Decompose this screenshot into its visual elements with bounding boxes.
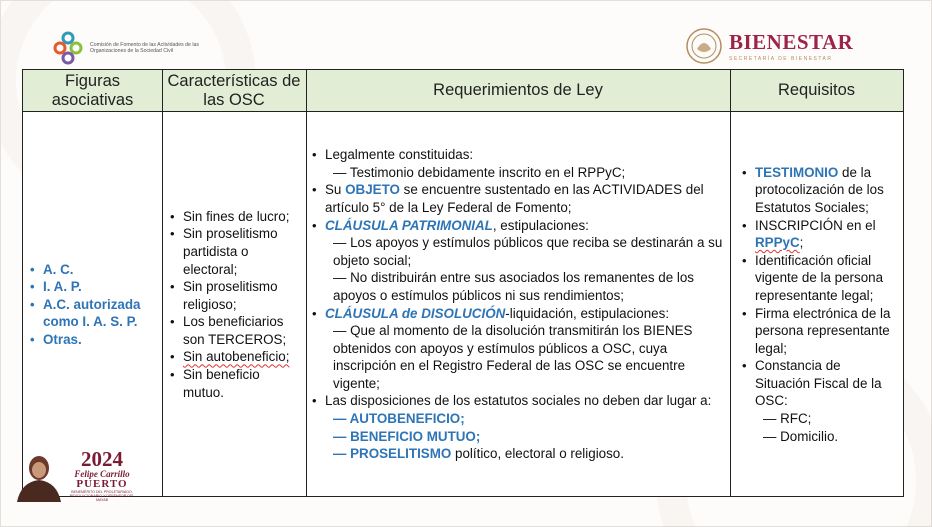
req-testimonio: — Testimonio debidamente inscrito en el RPPyC; — [333, 164, 626, 180]
req-rppyc-key: RPPyC — [755, 235, 800, 251]
list-item: • Sin proselitismo religioso; — [169, 278, 300, 313]
requerimientos-list — [311, 146, 728, 463]
sin-autobeneficio-text: Sin autobeneficio; — [183, 349, 290, 365]
header-figuras: Figuras asociativas — [23, 70, 162, 112]
list-item: • Sin proselitismo partidista o electoral; — [169, 225, 300, 278]
req-autobeneficio: — AUTOBENEFICIO; — [333, 411, 465, 427]
fcp-year: 2024 — [81, 447, 123, 471]
header-requerimientos: Requerimientos de Ley — [306, 70, 730, 112]
req-text: , estipulaciones: — [492, 217, 589, 233]
req-text: Su — [325, 182, 346, 198]
list-item — [169, 348, 300, 366]
conafo-mark-icon — [51, 31, 85, 65]
fcp-text — [69, 449, 135, 502]
req-constancia: • Constancia de Situación Fiscal de la OSC: — [755, 358, 882, 409]
list-item: • Sin fines de lucro; — [169, 208, 300, 226]
req-disolucion-key: CLÁUSULA de DISOLUCIÓN — [325, 305, 506, 321]
caracteristicas-cell — [163, 113, 306, 496]
fcp-name: Felipe Carrillo — [74, 469, 130, 479]
list-item: • A. C. — [29, 261, 156, 279]
header-requisitos: Requisitos — [730, 70, 903, 112]
req-text: ; — [799, 235, 804, 251]
req-text: -liquidación, estipulaciones: — [505, 305, 670, 321]
list-item — [741, 357, 897, 445]
requisitos-cell — [731, 113, 903, 496]
req-disolucion-d1: — Que al momento de la disolución transmitirán los BIENES obtenidos con apoyos y estímulos públicos a OSC, cuya inscripción en el Registro Federal de las OSC se encuentre vigente; — [333, 323, 693, 391]
req-text: se encuentre sustentado en las ACTIVIDADES del artículo 5° de la Ley Federal de Fomento; — [325, 182, 704, 215]
list-item: • A.C. autorizada como I. A. S. P. — [29, 296, 156, 331]
req-constituidas: • Legalmente constituidas: — [325, 147, 474, 163]
req-patrimonial-d1: — Los apoyos y estímulos públicos que reciba se destinarán a su objeto social; — [333, 235, 723, 268]
req-beneficio-mutuo: — BENEFICIO MUTUO; — [333, 428, 481, 444]
bienestar-subtitle: SECRETARÍA DE BIENESTAR — [729, 56, 833, 62]
bienestar-title: BIENESTAR — [729, 30, 854, 54]
list-item: • Otras. — [29, 331, 156, 349]
list-item: • Los beneficiarios son TERCEROS; — [169, 313, 300, 348]
list-item — [311, 146, 728, 181]
fcp-puerto: PUERTO — [76, 478, 128, 490]
req-testimonio-key: TESTIMONIO — [755, 164, 839, 180]
fcp-subtitle: BENEMÉRITO DEL PROLETARIADO, REVOLUCIONARIO Y DEFENSOR DEL MAYAB — [69, 490, 135, 502]
list-item: • Firma electrónica de la persona representante legal; — [741, 305, 897, 358]
list-item — [311, 392, 728, 462]
list-item: • I. A. P. — [29, 278, 156, 296]
requerimientos-cell — [307, 113, 730, 496]
requisitos-list — [741, 164, 897, 446]
portrait-icon — [13, 450, 65, 502]
req-domicilio: — Domicilio. — [763, 428, 839, 444]
req-rfc: — RFC; — [763, 411, 812, 427]
req-proselitismo-key: — PROSELITISMO — [333, 446, 452, 462]
figuras-list — [29, 261, 156, 349]
req-patrimonial-key: CLÁUSULA PATRIMONIAL — [325, 217, 493, 233]
req-text: de la protocolización de los Estatutos Sociales; — [755, 164, 884, 215]
requirements-table — [22, 69, 904, 497]
header-caracteristicas: Características de las OSC — [162, 70, 306, 112]
req-text: INSCRIPCIÓN en el — [755, 217, 876, 233]
figuras-cell — [23, 113, 162, 496]
list-item — [741, 164, 897, 217]
req-text: político, electoral o religioso. — [451, 446, 624, 462]
list-item: • Sin beneficio mutuo. — [169, 366, 300, 401]
req-patrimonial-d2: — No distribuirán entre sus asociados los remanentes de los apoyos o estímulos públicos ni sus rendimientos; — [333, 270, 694, 303]
felipe-carrillo-logo — [13, 449, 135, 502]
list-item: • Identificación oficial vigente de la persona representante legal; — [741, 252, 897, 305]
list-item — [311, 305, 728, 393]
bienestar-logo — [685, 27, 853, 65]
conafo-text: Comisión de Fomento de las Actividades de las Organizaciones de la Sociedad Civil — [90, 41, 199, 54]
list-item — [311, 217, 728, 305]
conafo-logo — [51, 31, 230, 65]
list-item — [741, 217, 897, 252]
req-objeto-key: OBJETO — [345, 182, 400, 198]
coat-of-arms-icon — [685, 27, 723, 65]
list-item — [311, 181, 728, 216]
caracteristicas-list — [169, 208, 300, 402]
req-estatutos: • Las disposiciones de los estatutos sociales no deben dar lugar a: — [325, 393, 712, 409]
